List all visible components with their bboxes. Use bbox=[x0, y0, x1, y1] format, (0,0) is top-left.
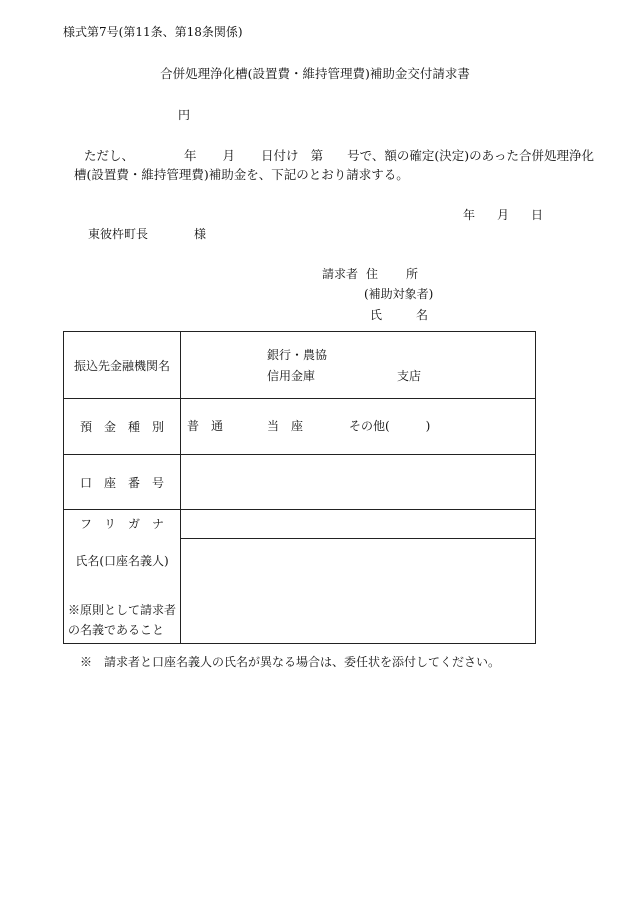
claimant-subject: (補助対象者) bbox=[364, 287, 434, 301]
claimant-name-1: 氏 bbox=[370, 308, 383, 322]
holder-note-2: の名義であること bbox=[68, 623, 165, 637]
furigana-field[interactable] bbox=[181, 510, 536, 539]
bank-info-table bbox=[63, 331, 536, 644]
body-text-p6: 号で、額の確定(決定)のあった合併処理浄化 bbox=[347, 148, 594, 163]
deposit-label: 預 金 種 別 bbox=[64, 399, 181, 455]
addressee-honorific: 様 bbox=[194, 227, 207, 241]
deposit-current[interactable]: 当 座 bbox=[267, 419, 304, 433]
body-line-2: 槽(設置費・維持管理費)補助金を、下記のとおり請求する。 bbox=[74, 167, 409, 182]
body-line-1 bbox=[84, 150, 594, 163]
claimant-address bbox=[322, 268, 418, 280]
furigana-label: フ リ ガ ナ bbox=[79, 517, 164, 531]
date-year: 年 bbox=[463, 208, 476, 222]
deposit-value-cell[interactable] bbox=[181, 399, 536, 455]
account-number-field[interactable] bbox=[181, 455, 536, 510]
holder-note-1: ※原則として請求者 bbox=[68, 603, 177, 617]
claimant-name-2: 名 bbox=[416, 308, 429, 322]
claimant-address-2: 所 bbox=[406, 267, 419, 281]
holder-name-field[interactable] bbox=[181, 539, 536, 644]
body-text-p1: ただし、 bbox=[84, 148, 135, 163]
deposit-row bbox=[64, 399, 536, 455]
deposit-other[interactable]: その他( ) bbox=[349, 419, 431, 433]
page-title: 合併処理浄化槽(設置費・維持管理費)補助金交付請求書 bbox=[160, 66, 470, 81]
form-number: 様式第7号(第11条、第18条関係) bbox=[63, 25, 243, 39]
holder-label-cell bbox=[64, 510, 181, 644]
date-month: 月 bbox=[497, 208, 510, 222]
addressee bbox=[88, 228, 206, 240]
bank-option-1: 銀行・農協 bbox=[267, 348, 328, 362]
claimant-name bbox=[370, 309, 428, 321]
date-day: 日 bbox=[531, 208, 544, 222]
bank-label: 振込先金融機関名 bbox=[64, 332, 181, 399]
branch-label: 支店 bbox=[397, 369, 422, 383]
body-text-p5: 第 bbox=[310, 148, 324, 163]
date-line bbox=[463, 209, 543, 221]
body-text-p3: 月 bbox=[222, 148, 236, 163]
claimant-address-1: 住 bbox=[366, 267, 379, 281]
body-text-p2: 年 bbox=[184, 148, 197, 163]
claimant-label: 請求者 bbox=[322, 267, 359, 281]
footnote: ※ 請求者と口座名義人の氏名が異なる場合は、委任状を添付してください。 bbox=[80, 655, 501, 669]
furigana-row bbox=[64, 510, 536, 539]
body-text-p4: 日付け bbox=[261, 148, 299, 163]
bank-value-cell[interactable] bbox=[181, 332, 536, 399]
holder-label: 氏名(口座名義人) bbox=[75, 554, 169, 568]
account-row bbox=[64, 455, 536, 510]
deposit-ordinary[interactable]: 普 通 bbox=[187, 419, 224, 433]
amount-unit: 円 bbox=[178, 108, 191, 122]
bank-row bbox=[64, 332, 536, 399]
account-label: 口 座 番 号 bbox=[64, 455, 181, 510]
bank-option-2: 信用金庫 bbox=[267, 369, 316, 383]
addressee-name: 東彼杵町長 bbox=[88, 227, 149, 241]
